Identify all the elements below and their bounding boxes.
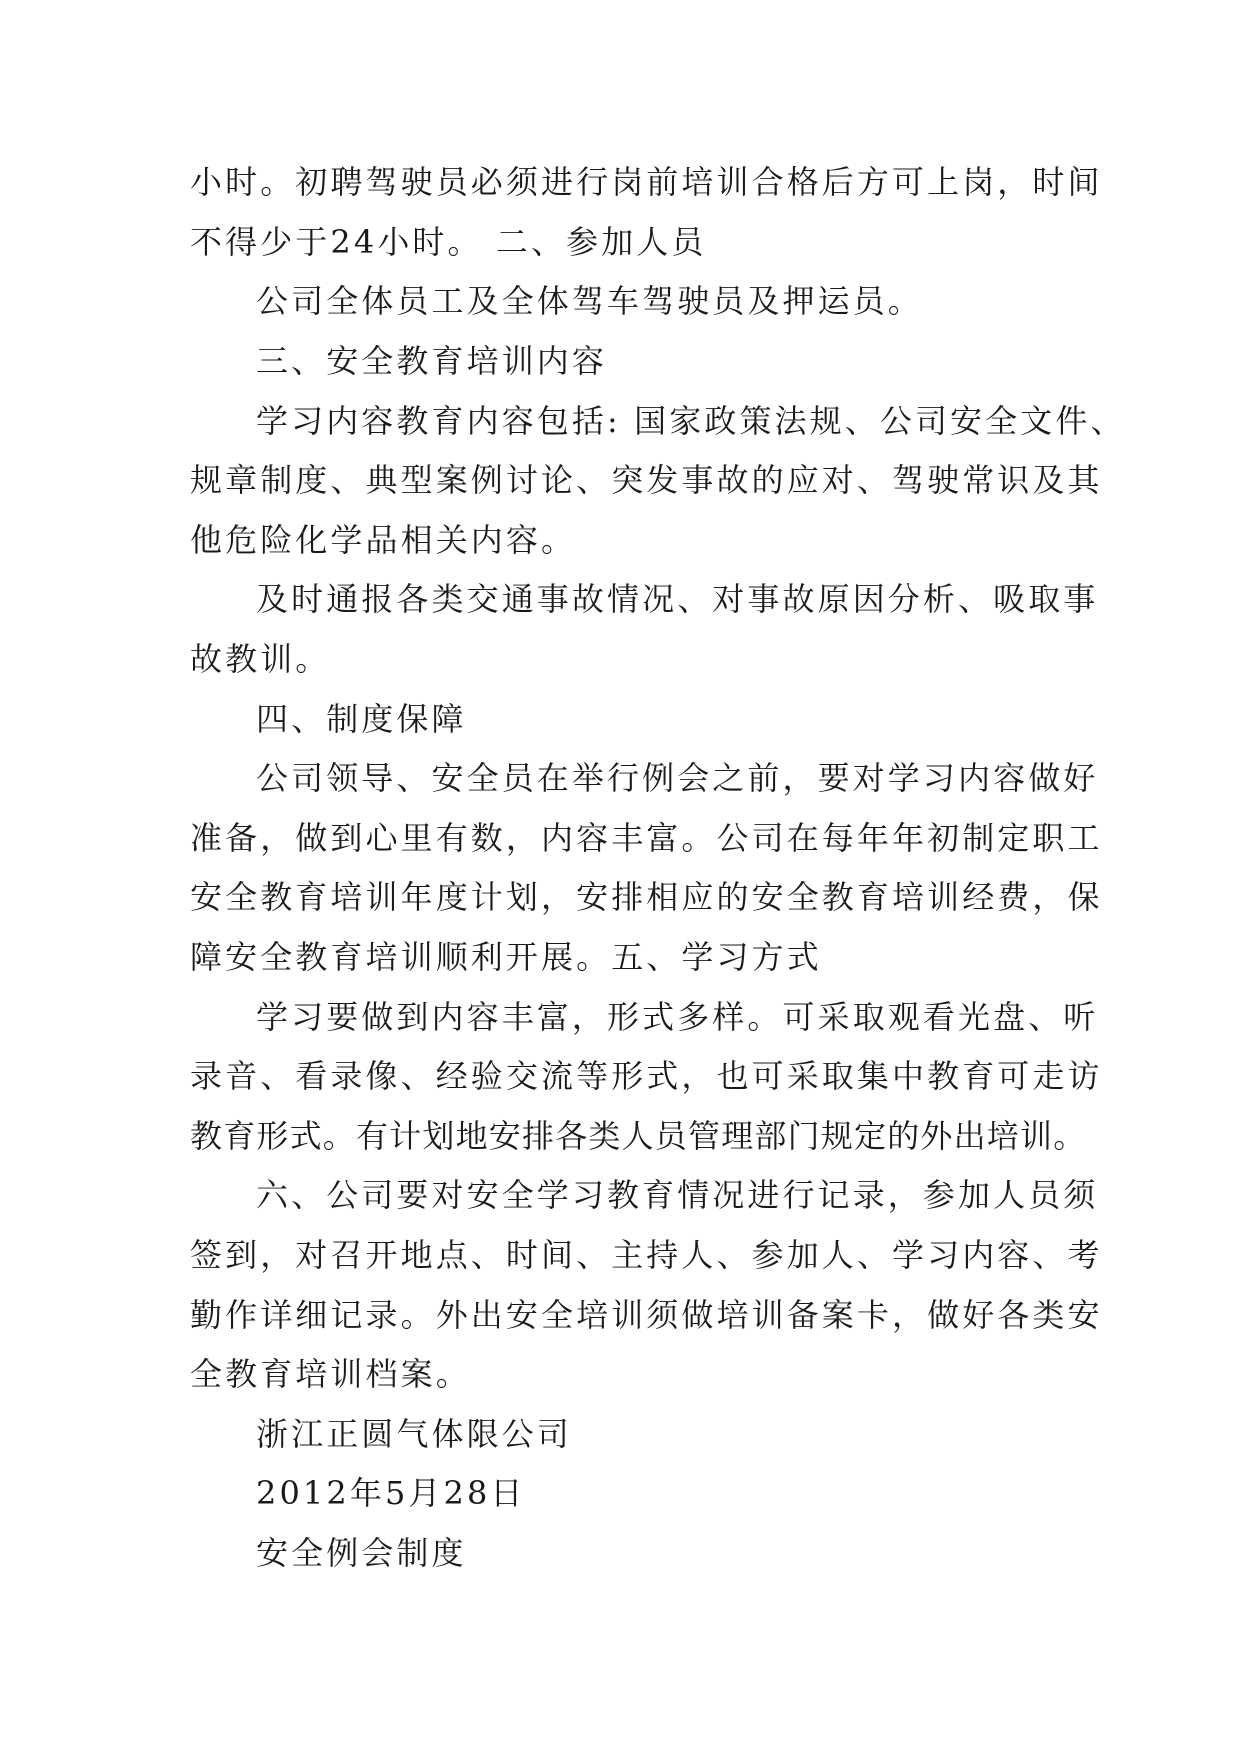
section-heading: 四、制度保障 — [256, 700, 467, 738]
text-line: 勤作详细记录。外出安全培训须做培训备案卡，做好各类安 — [190, 1296, 1103, 1334]
section-heading: 三、安全教育培训内容 — [256, 342, 608, 380]
text-line: 准备，做到心里有数，内容丰富。公司在每年年初制定职工 — [190, 819, 1103, 857]
document-date: 2012年5月28日 — [256, 1474, 526, 1512]
text-line: 安全教育培训年度计划，安排相应的安全教育培训经费，保 — [190, 878, 1103, 916]
text-line: 及时通报各类交通事故情况、对事故原因分析、吸取事 — [256, 580, 1099, 618]
text-line: 他危险化学品相关内容。 — [190, 521, 577, 559]
text-line: 学习要做到内容丰富，形式多样。可采取观看光盘、听 — [256, 998, 1099, 1036]
next-section-title: 安全例会制度 — [256, 1534, 467, 1572]
text-line: 教育形式。有计划地安排各类人员管理部门规定的外出培训。 — [190, 1117, 1087, 1155]
text-line: 六、公司要对安全学习教育情况进行记录，参加人员须 — [256, 1176, 1099, 1214]
text-line: 故教训。 — [190, 640, 331, 678]
text-line: 录音、看录像、经验交流等形式，也可采取集中教育可走访 — [190, 1057, 1103, 1095]
text-line: 公司全体员工及全体驾车驾驶员及押运员。 — [256, 282, 923, 320]
text-line: 公司领导、安全员在举行例会之前，要对学习内容做好 — [256, 759, 1099, 797]
text-line: 障安全教育培训顺利开展。五、学习方式 — [190, 938, 822, 976]
text-line: 全教育培训档案。 — [190, 1355, 471, 1393]
text-line: 学习内容教育内容包括: 国家政策法规、公司安全文件、 — [256, 402, 1126, 440]
text-line: 签到，对召开地点、时间、主持人、参加人、学习内容、考 — [190, 1236, 1103, 1274]
text-line: 不得少于24小时。 二、参加人员 — [190, 223, 707, 261]
company-name: 浙江正圆气体限公司 — [256, 1415, 572, 1453]
text-line: 规章制度、典型案例讨论、突发事故的应对、驾驶常识及其 — [190, 461, 1103, 499]
text-line: 小时。初聘驾驶员必须进行岗前培训合格后方可上岗，时间 — [190, 163, 1103, 201]
